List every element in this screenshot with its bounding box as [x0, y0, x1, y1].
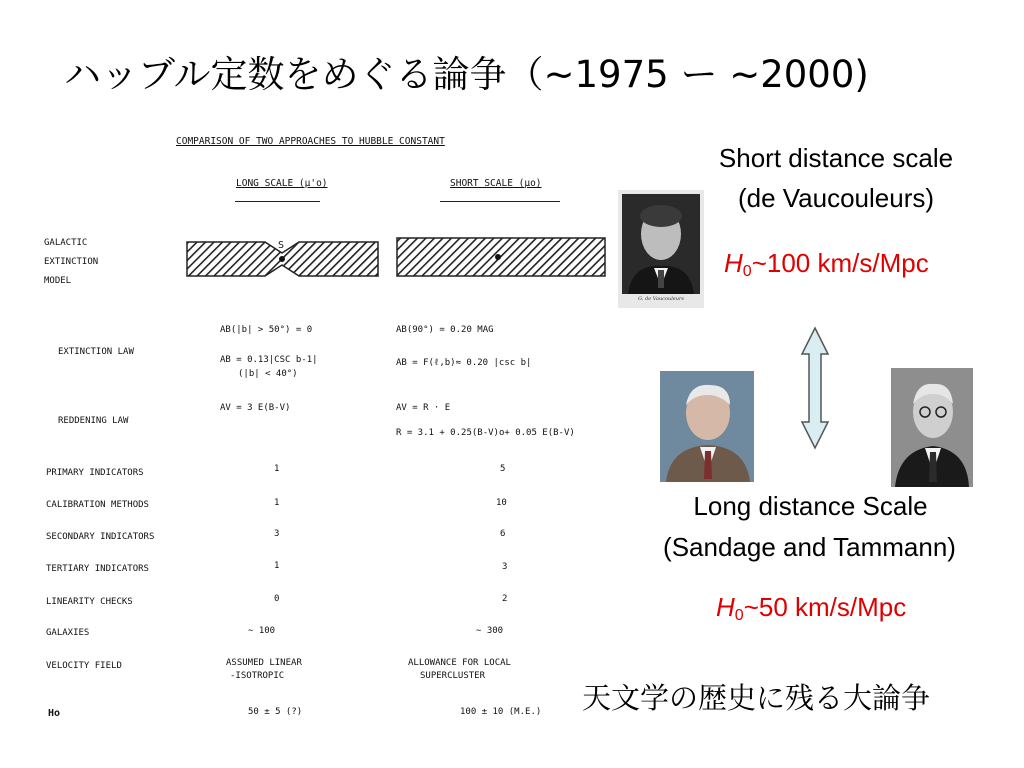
short-scale-extinction-diagram — [395, 234, 607, 280]
column-header-long: LONG SCALE (μ'o) — [236, 178, 328, 189]
velocity-long-2: -ISOTROPIC — [230, 671, 285, 681]
row-short-value: 5 — [500, 464, 506, 474]
table-title: COMPARISON OF TWO APPROACHES TO HUBBLE CONSTANT — [176, 136, 445, 147]
row-short-value: ∼ 300 — [476, 626, 504, 636]
row-long-value: ∼ 100 — [248, 626, 276, 636]
short-scale-h0 — [724, 248, 929, 281]
h0-value: ~100 km/s/Mpc — [751, 248, 929, 278]
galactic-label-1: GALACTIC — [44, 238, 88, 248]
long-scale-heading: Long distance Scale — [693, 491, 928, 521]
velocity-field-label: VELOCITY FIELD — [46, 661, 122, 671]
h0-subscript: 0 — [742, 263, 752, 280]
row-long-value: 1 — [274, 498, 280, 508]
row-short-value: 6 — [500, 529, 506, 539]
h0-subscript: 0 — [734, 607, 744, 624]
row-long-value: 1 — [274, 561, 280, 571]
row-label: CALIBRATION METHODS — [46, 500, 149, 510]
velocity-short-1: ALLOWANCE FOR LOCAL — [408, 658, 511, 668]
tammann-portrait — [891, 368, 973, 487]
point-s-label: S — [278, 240, 285, 251]
row-short-value: 10 — [496, 498, 507, 508]
h0-short-value: 100 ± 10 (M.E.) — [460, 707, 542, 717]
h0-label: Ho — [48, 708, 61, 719]
short-extinction-2: AB = F(ℓ,b)≈ 0.20 |csc b| — [396, 358, 532, 368]
sandage-portrait — [660, 371, 754, 482]
long-reddening: AV = 3 E(B-V) — [220, 403, 291, 413]
galactic-label-2: EXTINCTION — [44, 257, 99, 267]
short-scale-heading: Short distance scale — [718, 143, 954, 173]
row-long-value: 3 — [274, 529, 280, 539]
row-label: LINEARITY CHECKS — [46, 597, 133, 607]
column-header-short: SHORT SCALE (μo) — [450, 178, 542, 189]
signature: G. de Vaucouleurs — [638, 296, 684, 302]
short-scale-author: (de Vaucouleurs) — [737, 183, 935, 213]
row-label: GALAXIES — [46, 628, 90, 638]
long-scale-authors: (Sandage and Tammann) — [663, 532, 956, 562]
long-extinction-3: (|b| < 40°) — [238, 369, 298, 379]
row-label: PRIMARY INDICATORS — [46, 468, 144, 478]
reddening-law-label: REDDENING LAW — [58, 416, 129, 426]
caption: 天文学の歴史に残る大論争 — [582, 681, 931, 715]
h0-symbol: H — [716, 592, 735, 622]
row-short-value: 3 — [502, 562, 508, 572]
short-reddening-2: R = 3.1 + 0.25(B-V)o+ 0.05 E(B-V) — [396, 428, 575, 438]
h0-symbol: H — [724, 248, 743, 278]
velocity-short-2: SUPERCLUSTER — [420, 671, 486, 681]
extinction-law-label: EXTINCTION LAW — [58, 347, 134, 357]
double-arrow-icon — [800, 326, 830, 450]
velocity-long-1: ASSUMED LINEAR — [226, 658, 302, 668]
row-long-value: 1 — [274, 464, 280, 474]
row-short-value: 2 — [502, 594, 508, 604]
divider — [235, 201, 320, 202]
h0-long-value: 50 ± 5 (?) — [248, 707, 303, 717]
row-long-value: 0 — [274, 594, 280, 604]
comparison-table — [40, 118, 620, 736]
divider — [440, 201, 560, 202]
de-vaucouleurs-portrait — [618, 190, 704, 308]
galactic-label-3: MODEL — [44, 276, 72, 286]
short-reddening-1: AV = R · E — [396, 403, 451, 413]
slide-title: ハッブル定数をめぐる論争（~1975 ー ~2000) — [64, 53, 869, 96]
short-extinction-1: AB(90°) = 0.20 MAG — [396, 325, 494, 335]
long-scale-h0 — [716, 592, 906, 625]
row-label: TERTIARY INDICATORS — [46, 564, 149, 574]
h0-value: ~50 km/s/Mpc — [743, 592, 907, 622]
long-extinction-1: AB(|b| > 50°) = 0 — [220, 325, 313, 335]
long-extinction-2: AB = 0.13|CSC b-1| — [220, 355, 318, 365]
row-label: SECONDARY INDICATORS — [46, 532, 155, 542]
